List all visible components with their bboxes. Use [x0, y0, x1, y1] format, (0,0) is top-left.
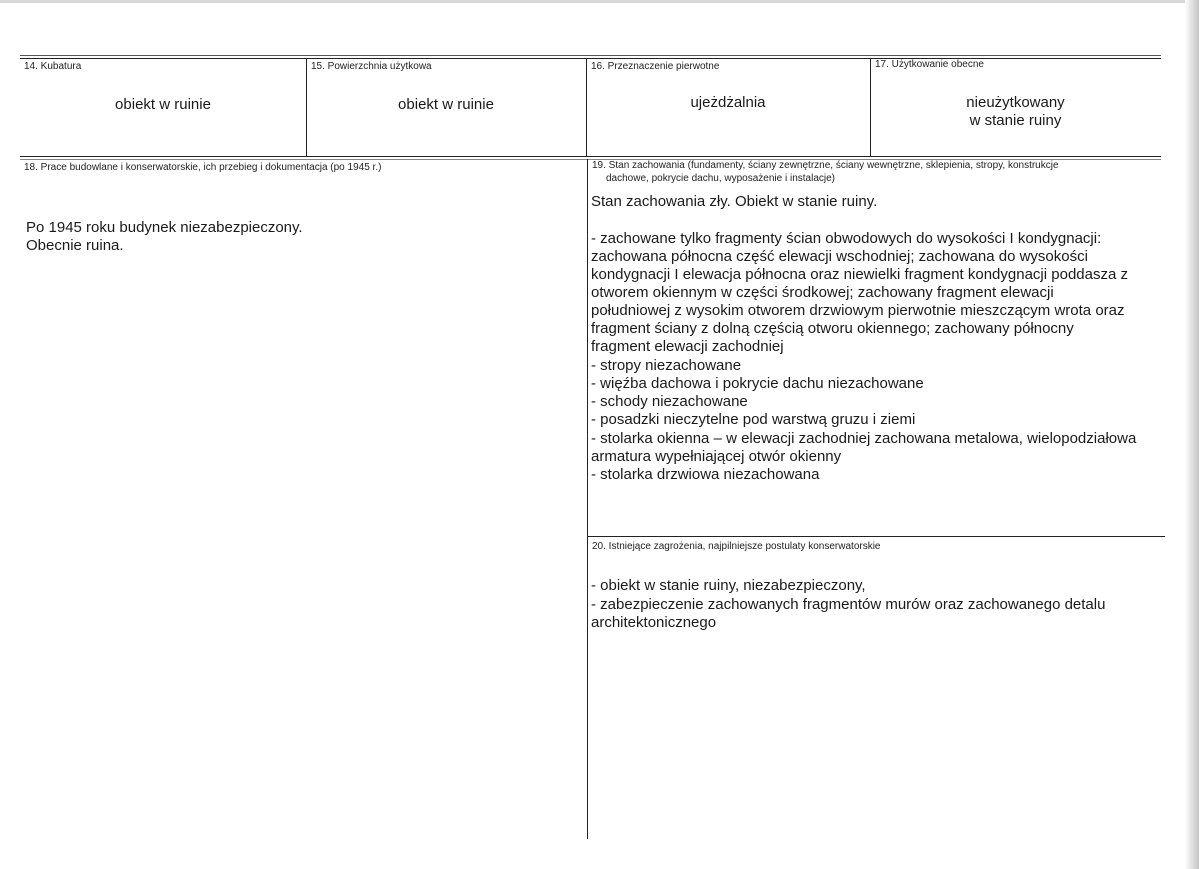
field-20-label: 20. Istniejące zagrożenia, najpilniejsze postulaty konserwatorskie	[592, 541, 881, 552]
field-19-label-line-1: 19. Stan zachowania (fundamenty, ściany zewnętrzne, ściany wewnętrzne, sklepienia, stropy, konstrukcje	[592, 160, 1059, 171]
field-19-line-10: - schody niezachowane	[591, 393, 748, 410]
row1-top-border-dark	[20, 58, 1161, 59]
field-19-line-12: - stolarka okienna – w elewacji zachodniej zachowana metalowa, wielopodziałowa	[591, 430, 1137, 447]
scan-edge-right	[1185, 0, 1199, 869]
field-15-value: obiekt w ruinie	[398, 96, 494, 113]
field-14-value: obiekt w ruinie	[115, 96, 211, 113]
field-19-line-8: - stropy niezachowane	[591, 357, 742, 374]
field-19-line-9: - więźba dachowa i pokrycie dachu niezachowane	[591, 375, 924, 392]
field-20-line-2: - zabezpieczenie zachowanych fragmentów murów oraz zachowanego detalu	[591, 596, 1106, 613]
field-17-value-line-2: w stanie ruiny	[969, 112, 1062, 129]
section20-top-border	[587, 536, 1165, 537]
scan-edge-top	[0, 0, 1199, 3]
field-19-line-3: kondygnacji I elewacja północna oraz niewielki fragment kondygnacji poddasza z	[591, 266, 1128, 283]
field-19-line-7: fragment elewacji zachodniej	[591, 338, 784, 355]
field-17-value-line-1: nieużytkowany	[966, 94, 1065, 111]
row2-top-border	[20, 156, 1161, 157]
field-19-label-line-2: dachowe, pokrycie dachu, wyposażenie i instalacje)	[606, 173, 836, 184]
field-19-line-13: armatura wypełniającej otwór okienny	[591, 448, 842, 465]
field-19-line-4: otworem okiennym w części środkowej; zachowany fragment elewacji	[591, 284, 1054, 301]
field-20-line-1: - obiekt w stanie ruiny, niezabezpieczony,	[591, 577, 866, 594]
field-16-label: 16. Przeznaczenie pierwotne	[591, 61, 720, 72]
field-19-line-1: - zachowane tylko fragmenty ścian obwodowych do wysokości I kondygnacji:	[591, 230, 1102, 247]
field-14-label: 14. Kubatura	[24, 61, 82, 72]
field-18-line-2: Obecnie ruina.	[26, 237, 124, 254]
col-divider-main	[587, 159, 588, 839]
field-18-label: 18. Prace budowlane i konserwatorskie, ich przebieg i dokumentacja (po 1945 r.)	[24, 162, 382, 173]
field-19-line-5: południowej z wysokim otworem drzwiowym pierwotnie mieszczącym wrota oraz	[591, 302, 1125, 319]
field-18-line-1: Po 1945 roku budynek niezabezpieczony.	[26, 219, 303, 236]
field-15-label: 15. Powierzchnia użytkowa	[311, 61, 432, 72]
field-16-value: ujeżdżalnia	[690, 94, 766, 111]
field-19-summary: Stan zachowania zły. Obiekt w stanie ruiny.	[591, 193, 878, 210]
field-19-line-14: - stolarka drzwiowa niezachowana	[591, 466, 820, 483]
field-19-line-6: fragment ściany z dolną częścią otworu okiennego; zachowany północny	[591, 320, 1074, 337]
field-20-line-3: architektonicznego	[591, 614, 717, 631]
field-19-line-2: zachowana północna część elewacji wschodniej; zachowana do wysokości	[591, 248, 1088, 265]
field-19-line-11: - posadzki nieczytelne pod warstwą gruzu i ziemi	[591, 411, 916, 428]
row1-top-border	[20, 55, 1161, 56]
field-17-label: 17. Użytkowanie obecne	[875, 59, 984, 70]
